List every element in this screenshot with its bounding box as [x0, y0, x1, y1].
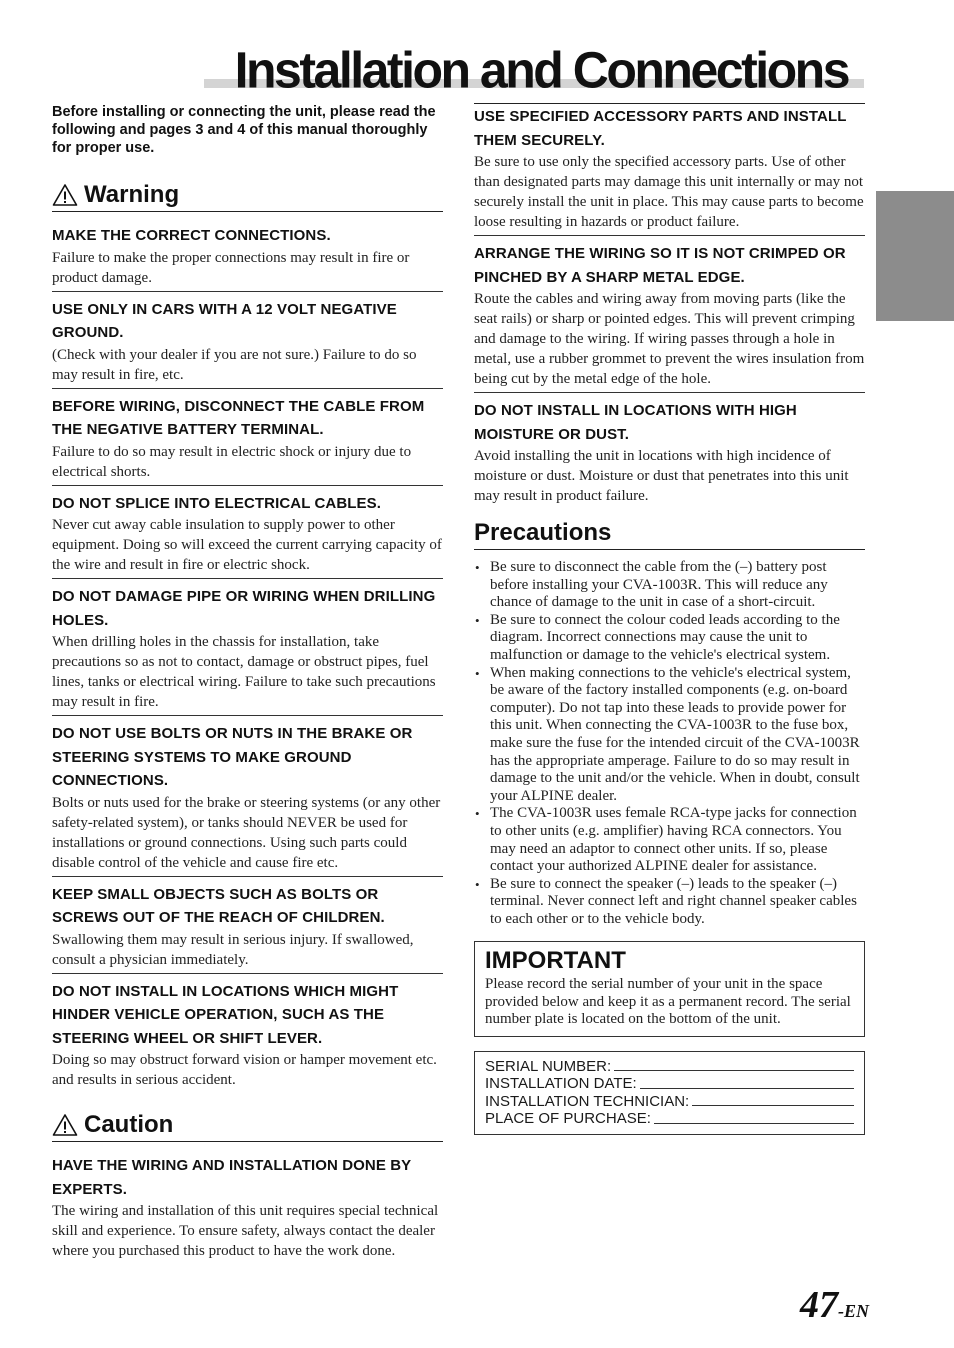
warning-item — [52, 585, 443, 716]
record-field-blank-line — [692, 1104, 854, 1106]
warning-item-heading: KEEP SMALL OBJECTS SUCH AS BOLTS OR SCREWS OUT OF THE REACH OF CHILDREN. — [52, 885, 385, 926]
right-column — [474, 103, 865, 1135]
list-item: • Be sure to disconnect the cable from the (–) battery post before installing your CVA-1003R. This will reduce any chance of damage to the unit in case of a short-circuit. — [474, 559, 865, 612]
caution-item-body: The wiring and installation of this unit requires special technical skill and experience. To ensure safety, always contact the dealer where you purchased this product to have the work done. — [52, 1203, 439, 1259]
warning-item-heading: DO NOT DAMAGE PIPE OR WIRING WHEN DRILLING HOLES. — [52, 588, 436, 629]
record-field-place-of-purchase — [485, 1110, 854, 1128]
warning-item-heading: MAKE THE CORRECT CONNECTIONS. — [52, 227, 331, 244]
list-item: • Be sure to connect the speaker (–) leads to the speaker (–) terminal. Never connect left and right channel speaker cables to each other or to the vehicle body. — [474, 876, 865, 929]
warning-item-body: Swallowing them may result in serious injury. If swallowed, consult a physician immediately. — [52, 931, 414, 968]
precautions-list — [474, 559, 865, 928]
record-form — [474, 1051, 865, 1135]
warning-triangle-icon — [52, 183, 78, 207]
page-title: Installation and Connections — [234, 41, 848, 99]
caution-item — [52, 1154, 443, 1264]
warning-item — [52, 492, 443, 580]
warning-item-heading: USE ONLY IN CARS WITH A 12 VOLT NEGATIVE GROUND. — [52, 300, 397, 341]
warning-item — [474, 399, 865, 509]
precautions-heading-label: Precautions — [474, 519, 612, 546]
section-tab-marker — [876, 191, 954, 321]
record-field-installation-date — [485, 1075, 854, 1093]
record-field-blank-line — [614, 1069, 854, 1071]
caution-heading — [52, 1111, 443, 1142]
warning-triangle-icon — [52, 1113, 78, 1137]
warning-item-body: When drilling holes in the chassis for installation, take precautions so as not to contact, damage or obstruct pipes, fuel lines, tanks or electrical wiring. Failure to take such precautions may result in fire. — [52, 634, 436, 710]
warning-item-body: Failure to do so may result in electric shock or injury due to electrical shorts. — [52, 443, 412, 480]
warning-heading-label: Warning — [84, 181, 180, 208]
record-field-label: INSTALLATION TECHNICIAN: — [485, 1092, 690, 1110]
warning-item-heading: DO NOT INSTALL IN LOCATIONS WITH HIGH MOISTURE OR DUST. — [474, 402, 797, 443]
record-field-installation-technician — [485, 1093, 854, 1111]
record-field-serial-number — [485, 1058, 854, 1076]
page-number-suffix: -EN — [838, 1301, 869, 1321]
warning-item-body: (Check with your dealer if you are not sure.) Failure to do so may result in fire, etc. — [52, 346, 417, 383]
caution-heading-label: Caution — [84, 1111, 174, 1138]
warning-item-heading: USE SPECIFIED ACCESSORY PARTS AND INSTALL THEM SECURELY. — [474, 108, 847, 149]
warning-item — [474, 242, 865, 393]
important-heading: IMPORTANT — [485, 947, 626, 975]
warning-item-heading: DO NOT SPLICE INTO ELECTRICAL CABLES. — [52, 494, 381, 512]
warning-list — [52, 224, 443, 1093]
precautions-heading — [474, 519, 865, 550]
caution-item-heading: HAVE THE WIRING AND INSTALLATION DONE BY EXPERTS. — [52, 1157, 411, 1198]
warning-item — [52, 224, 443, 292]
warning-item — [52, 980, 443, 1094]
warning-item-heading: DO NOT INSTALL IN LOCATIONS WHICH MIGHT HINDER VEHICLE OPERATION, SUCH AS THE STEERING WHEEL OR SHIFT LEVER. — [52, 982, 399, 1047]
warning-item-body: Never cut away cable insulation to supply power to other equipment. Doing so will exceed the current carrying capacity of the wire and result in fire or electric shock. — [52, 517, 442, 573]
page-number-value: 47 — [800, 1284, 838, 1326]
record-field-label: INSTALLATION DATE: — [485, 1075, 637, 1093]
warning-item-body: Failure to make the proper connections may result in fire or product damage. — [52, 249, 410, 286]
warning-item-heading: ARRANGE THE WIRING SO IT IS NOT CRIMPED OR PINCHED BY A SHARP METAL EDGE. — [474, 245, 846, 286]
warning-item-body: Avoid installing the unit in locations with high incidence of moisture or dust. Moisture or dust that penetrates into this unit may result in product failure. — [474, 448, 849, 504]
warning-item-body: Doing so may obstruct forward vision or hamper movement etc. and results in serious accident. — [52, 1052, 437, 1088]
record-field-blank-line — [640, 1087, 854, 1089]
warning-item-body: Bolts or nuts used for the brake or steering systems (or any other safety-related system), or tanks should NEVER be used for installations or ground connections. Using such parts could disable control of the vehicle and cause fire etc. — [52, 794, 441, 871]
left-column — [52, 103, 443, 1270]
warning-item — [52, 395, 443, 486]
page-number — [800, 1283, 869, 1327]
record-field-label: PLACE OF PURCHASE: — [485, 1110, 651, 1128]
warning-item — [52, 883, 443, 974]
record-field-label: SERIAL NUMBER: — [485, 1057, 612, 1075]
list-item: • Be sure to connect the colour coded leads according to the diagram. Incorrect connections may cause the unit to malfunction or damage to the vehicle's electrical system. — [474, 612, 865, 665]
warning-item-body: Be sure to use only the specified accessory parts. Use of other than designated parts may damage this unit internally or may not securely install the unit in place. This may cause parts to become loose resulting in hazards or product failure. — [474, 154, 864, 230]
warning-item — [474, 103, 865, 236]
warning-item-body: Route the cables and wiring away from moving parts (like the seat rails) or sharp or pointed edges. This will prevent crimping and damage to the wiring. If wiring passes through a hole in metal, use a rubber grommet to prevent the wires insulation from being cut by the metal edge of the hole. — [474, 291, 865, 387]
warning-item — [52, 722, 443, 877]
warning-heading — [52, 181, 443, 212]
record-field-blank-line — [654, 1122, 854, 1124]
list-item: • When making connections to the vehicle's electrical system, be aware of the factory installed components (e.g. on-board computer). Do not tap into these leads to provide power for this unit. When connecting the CVA-1003R to the fuse box, make sure the fuse for the intended circuit of the CVA-1003R has the appropriate amperage. Failure to do so may result in damage to the unit and/or the vehicle. When in doubt, consult your ALPINE dealer. — [474, 665, 865, 806]
list-item: • The CVA-1003R uses female RCA-type jacks for connection to other units (e.g. amplifier) having RCA connectors. You may need an adaptor to connect other units. If so, please contact your authorized ALPINE dealer for assistance. — [474, 805, 865, 875]
warning-item — [52, 298, 443, 389]
important-box — [474, 941, 865, 1037]
important-body: Please record the serial number of your unit in the space provided below and keep it as a permanent record. The serial number plate is located on the bottom of the unit. — [485, 976, 851, 1028]
intro-text: Before installing or connecting the unit, please read the following and pages 3 and 4 of this manual thoroughly for proper use. — [52, 104, 436, 156]
warning-item-heading: BEFORE WIRING, DISCONNECT THE CABLE FROM THE NEGATIVE BATTERY TERMINAL. — [52, 397, 425, 438]
warning-item-heading: DO NOT USE BOLTS OR NUTS IN THE BRAKE OR STEERING SYSTEMS TO MAKE GROUND CONNECTIONS. — [52, 725, 413, 789]
